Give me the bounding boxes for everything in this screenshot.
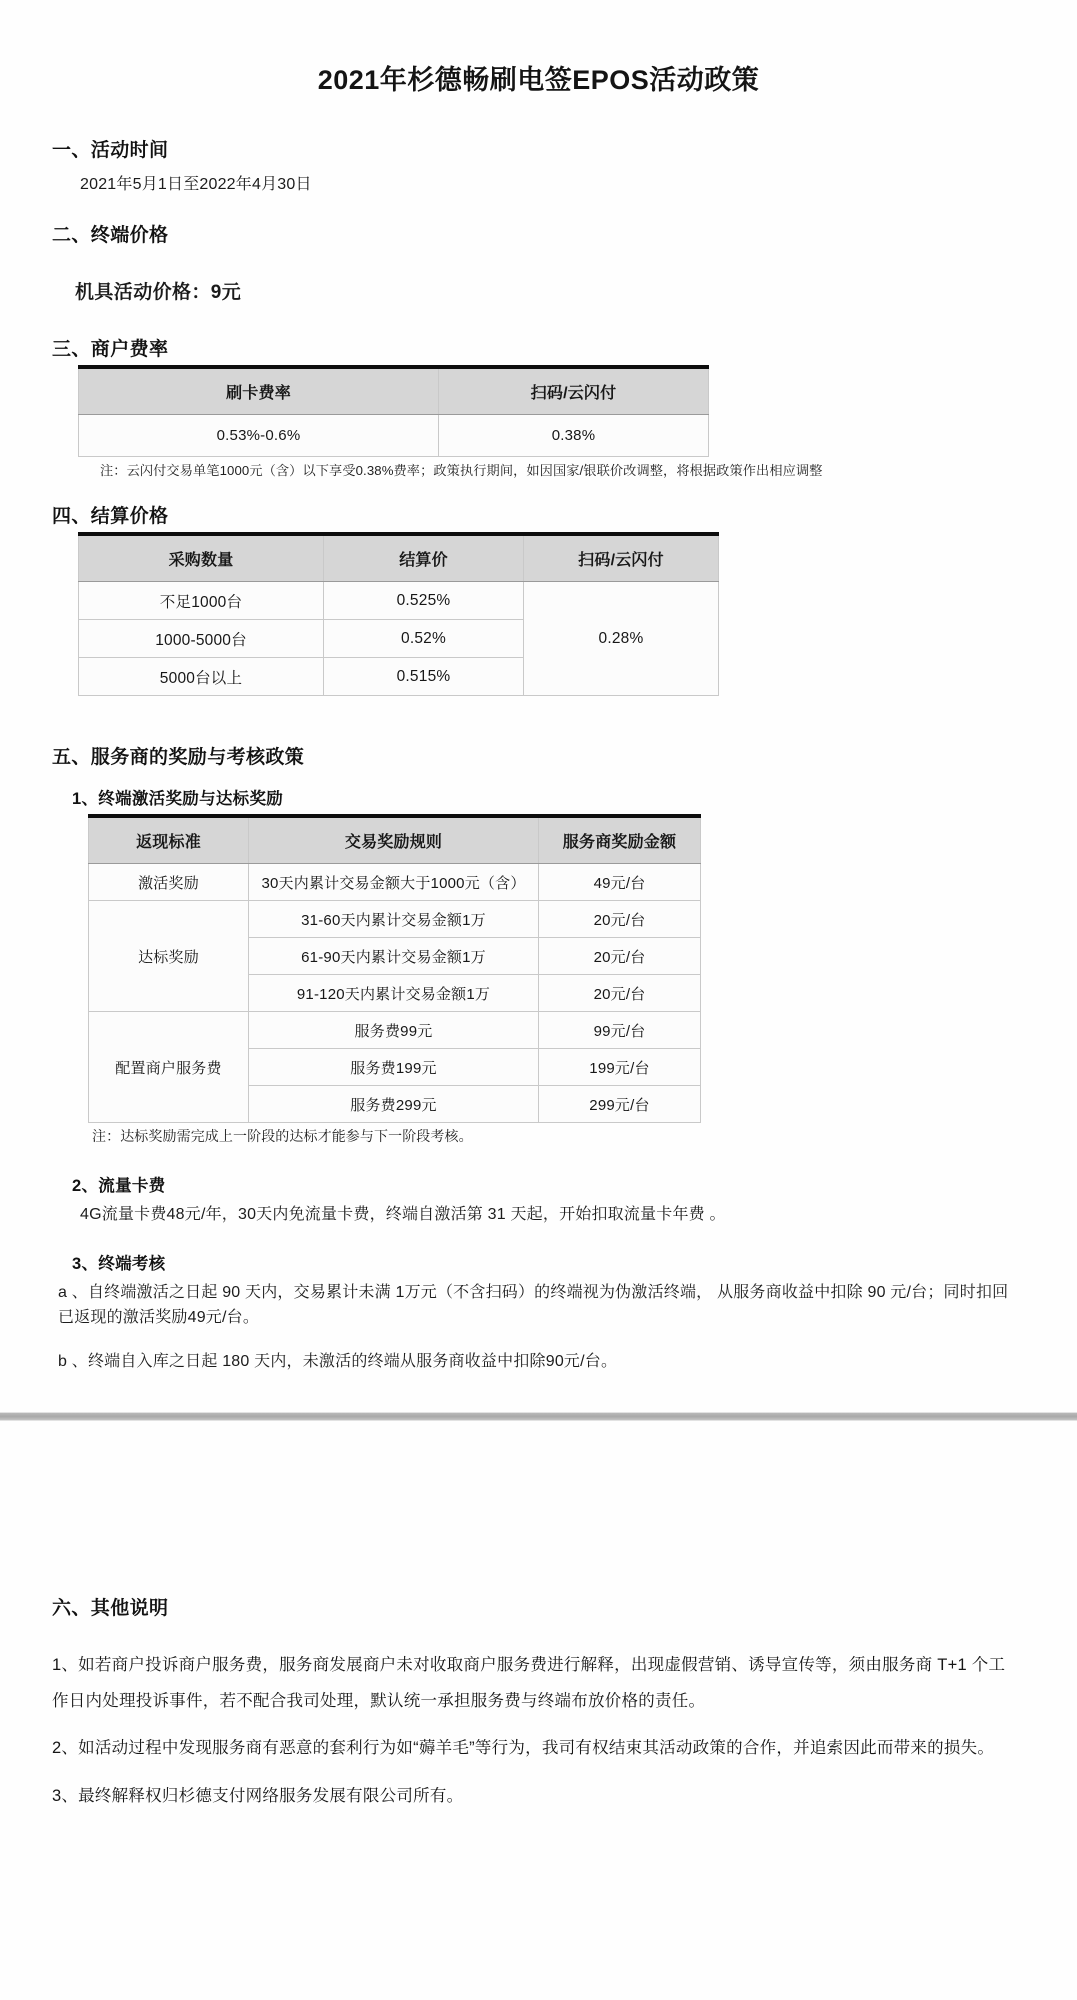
col-header-qr-rate: 扫码/云闪付	[524, 534, 719, 582]
cell-qty: 不足1000台	[79, 582, 324, 620]
reward-table-wrap	[88, 814, 1077, 1123]
col-header-settlement-rate: 结算价	[324, 534, 524, 582]
settlement-price-table	[78, 532, 719, 697]
terminal-assessment-item-b: b 、终端自入库之日起 180 天内，未激活的终端从服务商收益中扣除90元/台。	[58, 1352, 618, 1370]
other-note-item: 2、如活动过程中发现服务商有恶意的套利行为如“薅羊毛”等行为，我司有权结束其活动政策的合作，并追索因此而带来的损失。	[52, 1739, 995, 1758]
section-heading-settlement-price: 四、结算价格	[52, 505, 169, 527]
section-heading-other-notes: 六、其他说明	[52, 1598, 169, 1620]
table-row	[89, 864, 701, 901]
cell-rule: 服务费299元	[249, 1086, 539, 1123]
terminal-assessment-item-a: a 、自终端激活之日起 90 天内，交易累计未满 1万元（不含扫码）的终端视为伪激活终端， 从服务商收益中扣除 90 元/台；同时扣回已返现的激活奖励49元/台。	[58, 1283, 1009, 1327]
cell-qty: 5000台以上	[79, 658, 324, 696]
cell-group-label: 激活奖励	[89, 864, 249, 901]
cell-qr-rate-value: 0.38%	[439, 414, 709, 456]
col-header-rebate-standard: 返现标准	[89, 816, 249, 864]
col-header-card-rate: 刷卡费率	[79, 367, 439, 415]
cell-rule: 服务费99元	[249, 1012, 539, 1049]
reward-table	[88, 814, 701, 1123]
table-row	[79, 414, 709, 456]
table-row	[89, 901, 701, 938]
cell-amount: 20元/台	[539, 901, 701, 938]
col-header-reward-rule: 交易奖励规则	[249, 816, 539, 864]
merchant-rate-note: 注：云闪付交易单笔1000元（含）以下享受0.38%费率；政策执行期间，如因国家/银联价改调整，将根据政策作出相应调整	[100, 462, 823, 478]
cell-qr-merged-value: 0.28%	[524, 582, 719, 696]
cell-group-label: 达标奖励	[89, 901, 249, 1012]
section-heading-terminal-price: 二、终端价格	[52, 224, 169, 246]
table-row	[79, 582, 719, 620]
cell-card-rate-value: 0.53%-0.6%	[79, 414, 439, 456]
activity-time-text: 2021年5月1日至2022年4月30日	[80, 176, 312, 193]
col-header-reward-amount: 服务商奖励金额	[539, 816, 701, 864]
data-card-fee-text: 4G流量卡费48元/年，30天内免流量卡费，终端自激活第 31 天起，开始扣取流量卡年费 。	[80, 1206, 726, 1224]
table-header-row	[79, 367, 709, 415]
page-title: 2021年杉德畅刷电签EPOS活动政策	[317, 65, 760, 95]
cell-group-label: 配置商户服务费	[89, 1012, 249, 1123]
other-note-item: 3、最终解释权归杉德支付网络服务发展有限公司所有。	[52, 1786, 464, 1805]
reward-table-note: 注：达标奖励需完成上一阶段的达标才能参与下一阶段考核。	[92, 1128, 473, 1145]
table-header-row	[79, 534, 719, 582]
merchant-rate-table-wrap	[78, 365, 1077, 457]
cell-rule: 30天内累计交易金额大于1000元（含）	[249, 864, 539, 901]
settlement-table-wrap	[78, 532, 1077, 697]
cell-amount: 49元/台	[539, 864, 701, 901]
cell-rule: 91-120天内累计交易金额1万	[249, 975, 539, 1012]
page-top-spacer	[0, 1421, 1077, 1571]
section-heading-activity-time: 一、活动时间	[52, 140, 169, 161]
cell-amount: 299元/台	[539, 1086, 701, 1123]
cell-amount: 20元/台	[539, 975, 701, 1012]
cell-rule: 31-60天内累计交易金额1万	[249, 901, 539, 938]
other-note-item: 1、如若商户投诉商户服务费，服务商发展商户未对收取商户服务费进行解释，出现虚假营销、诱导宣传等，须由服务商 T+1 个工作日内处理投诉事件，若不配合我司处理，默认统一承担服务费与终端布放价格的责任。	[52, 1656, 1006, 1710]
table-header-row	[89, 816, 701, 864]
cell-amount: 199元/台	[539, 1049, 701, 1086]
col-header-qr-rate: 扫码/云闪付	[439, 367, 709, 415]
cell-amount: 20元/台	[539, 938, 701, 975]
cell-rate: 0.515%	[324, 658, 524, 696]
subsection-heading-data-card-fee: 2、流量卡费	[72, 1177, 166, 1196]
merchant-rate-table	[78, 365, 709, 457]
cell-qty: 1000-5000台	[79, 620, 324, 658]
table-row	[89, 1012, 701, 1049]
cell-rate: 0.52%	[324, 620, 524, 658]
cell-rule: 服务费199元	[249, 1049, 539, 1086]
page-break-divider	[0, 1412, 1077, 1421]
terminal-price-value: 机具活动价格：9元	[75, 281, 242, 303]
subsection-heading-terminal-assessment: 3、终端考核	[72, 1254, 166, 1273]
subsection-heading-activation-reward: 1、终端激活奖励与达标奖励	[72, 790, 284, 809]
section-heading-merchant-rate: 三、商户费率	[52, 338, 169, 360]
other-notes-list	[52, 1648, 1012, 1814]
cell-rule: 61-90天内累计交易金额1万	[249, 938, 539, 975]
section-heading-incentive-policy: 五、服务商的奖励与考核政策	[52, 747, 305, 769]
col-header-purchase-qty: 采购数量	[79, 534, 324, 582]
cell-rate: 0.525%	[324, 582, 524, 620]
cell-amount: 99元/台	[539, 1012, 701, 1049]
